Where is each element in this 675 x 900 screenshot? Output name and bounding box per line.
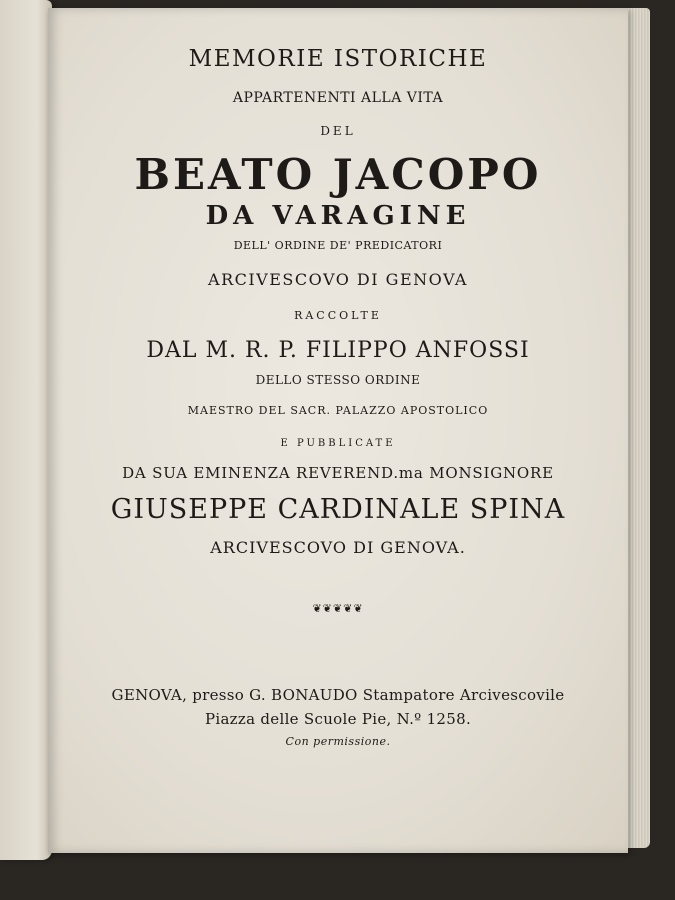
- title-line-cardinale: GIUSEPPE CARDINALE SPINA: [110, 494, 566, 525]
- title-page: [48, 8, 628, 853]
- title-line-da-varagine: DA VARAGINE: [205, 201, 471, 231]
- title-line-ordine: DELL' ORDINE DE' PREDICATORI: [233, 239, 443, 252]
- imprint-line-address: Piazza delle Scuole Pie, N.º 1258.: [204, 710, 472, 728]
- title-line-memorie: MEMORIE ISTORICHE: [188, 46, 488, 72]
- title-line-arcivescovo-genova: ARCIVESCOVO DI GENOVA.: [210, 538, 466, 557]
- left-page: [0, 0, 52, 860]
- title-line-raccolte: RACCOLTE: [294, 309, 382, 322]
- imprint-line-publisher: GENOVA, presso G. BONAUDO Stampatore Arcivescovile: [111, 686, 565, 704]
- title-line-pubblicate: E PUBBLICATE: [280, 438, 396, 449]
- title-line-del: DEL: [320, 124, 356, 138]
- title-line-maestro: MAESTRO DEL SACR. PALAZZO APOSTOLICO: [187, 404, 489, 417]
- title-line-arcivescovo: ARCIVESCOVO DI GENOVA: [208, 270, 468, 289]
- title-line-author: DAL M. R. P. FILIPPO ANFOSSI: [146, 338, 530, 363]
- title-line-beato-jacopo: BEATO JACOPO: [134, 150, 542, 199]
- ornament: ❦❦❦❦❦: [312, 602, 364, 615]
- title-line-appartenenti: APPARTENENTI ALLA VITA: [232, 90, 444, 106]
- imprint-line-permission: Con permissione.: [285, 735, 391, 748]
- title-line-eminenza: DA SUA EMINENZA REVEREND.ma MONSIGNORE: [122, 464, 554, 482]
- title-line-stesso-ordine: DELLO STESSO ORDINE: [255, 373, 421, 387]
